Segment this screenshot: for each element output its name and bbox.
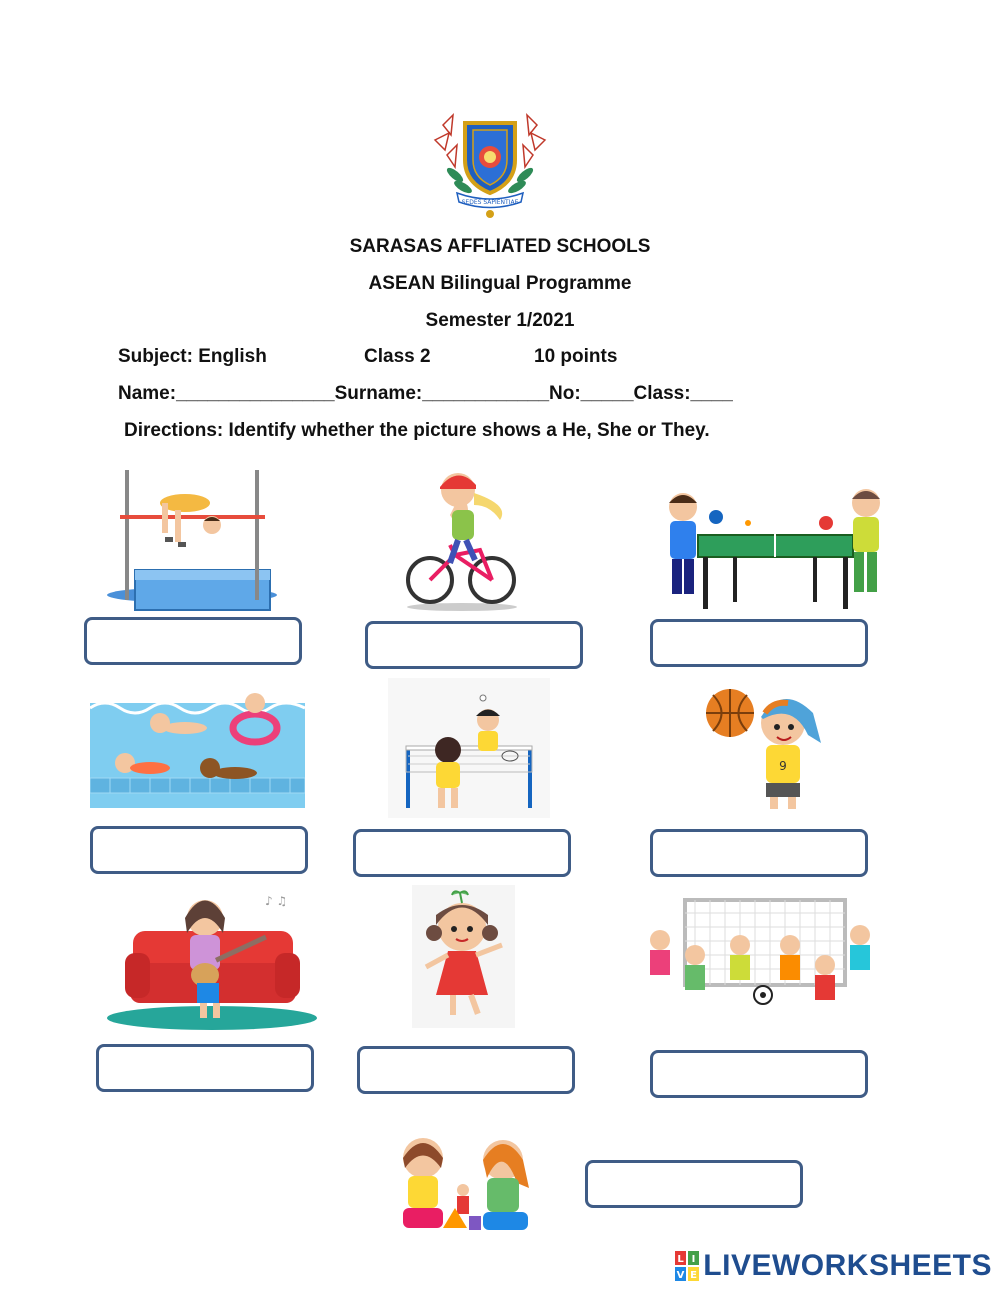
svg-text:9: 9 xyxy=(779,759,787,773)
answer-box-3[interactable] xyxy=(650,619,868,667)
answer-box-7[interactable] xyxy=(96,1044,314,1092)
crest-motto: SEDES SAPIENTIAE xyxy=(461,199,519,206)
school-name: SARASAS AFFLIATED SCHOOLS xyxy=(349,236,651,257)
programme-name: ASEAN Bilingual Programme xyxy=(368,273,632,294)
answer-box-10[interactable] xyxy=(585,1160,803,1208)
kids-swimming-picture xyxy=(90,683,305,808)
semester-label: Semester 1/2021 xyxy=(425,310,575,331)
answer-box-9[interactable] xyxy=(650,1050,868,1098)
girl-dancing-picture xyxy=(412,885,515,1028)
girls-badminton-picture xyxy=(388,678,550,818)
girl-cycling-picture xyxy=(400,465,525,615)
points-label: 10 points xyxy=(534,346,618,367)
liveworksheets-logo-icon xyxy=(675,1251,699,1281)
answer-box-8[interactable] xyxy=(357,1046,575,1094)
answer-box-5[interactable] xyxy=(353,829,571,877)
kids-soccer-picture xyxy=(635,895,885,1020)
table-tennis-picture xyxy=(648,485,898,615)
class-label: Class 2 xyxy=(364,346,431,367)
answer-box-2[interactable] xyxy=(365,621,583,669)
subject-label: Subject: English xyxy=(118,346,267,367)
svg-text:♪ ♫: ♪ ♫ xyxy=(265,894,288,908)
answer-box-6[interactable] xyxy=(650,829,868,877)
logo-letter-i: I xyxy=(691,1254,696,1265)
name-fields-line: Name:_______________Surname:____________No:_____Class:____ xyxy=(118,383,733,404)
liveworksheets-logo[interactable] xyxy=(675,1249,992,1283)
brand-name: LIVEWORKSHEETS xyxy=(703,1249,992,1282)
logo-letter-l: L xyxy=(677,1254,684,1265)
answer-box-4[interactable] xyxy=(90,826,308,874)
high-jump-picture xyxy=(100,465,285,615)
directions-text: Directions: Identify whether the picture shows a He, She or They. xyxy=(124,420,710,441)
logo-letter-e: E xyxy=(690,1270,698,1281)
logo-letter-v: V xyxy=(676,1270,685,1281)
school-crest xyxy=(425,105,555,220)
girl-guitar-picture xyxy=(105,883,320,1033)
boy-basketball-picture xyxy=(703,683,823,813)
answer-box-1[interactable] xyxy=(84,617,302,665)
girls-playing-picture xyxy=(383,1128,533,1236)
